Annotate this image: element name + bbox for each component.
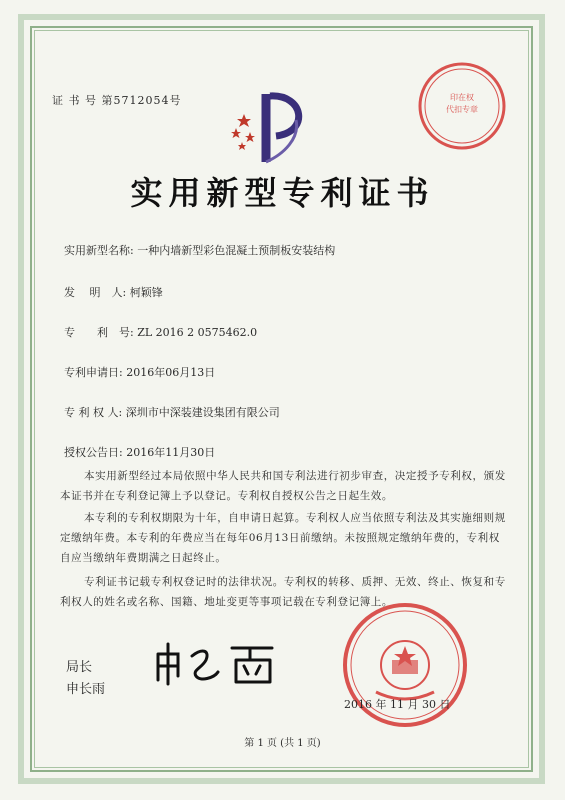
paragraph-grant: 本实用新型经过本局依照中华人民共和国专利法进行初步审查，决定授予专利权，颁发本证书并在专利登记簿上予以登记。专利权自授权公告之日起生效。: [60, 470, 506, 502]
field-value: 一种内墙新型彩色混凝土预制板安装结构: [137, 244, 336, 257]
field-patentee: [64, 404, 280, 420]
director-title: 局长: [66, 660, 93, 675]
field-value: 2016年06月13日: [126, 366, 216, 379]
svg-text:印在权: 印在权: [450, 93, 474, 102]
field-label: 专 利 号:: [64, 326, 134, 339]
field-application-date: [64, 364, 215, 380]
field-label: 授权公告日:: [64, 446, 123, 459]
paragraph-term: 本专利的专利权期限为十年，自申请日起算。专利权人应当依照专利法及其实施细则规定缴纳年费。本专利的年费应当在每年06月13日前缴纳。未按照规定缴纳年费的，专利权自应当缴纳年费期满之日起终止。: [60, 512, 506, 564]
svg-text:代扣专章: 代扣专章: [446, 105, 478, 114]
cnipa-logo-icon: [226, 84, 316, 174]
handwritten-signature-icon: [152, 636, 282, 688]
certificate-number: 证 书 号 第5712054号: [52, 94, 182, 107]
director-name: 申长雨: [66, 682, 106, 697]
field-label: 实用新型名称:: [64, 244, 134, 257]
field-value: 2016年11月30日: [126, 446, 216, 459]
field-label: 专 利 权 人:: [64, 406, 123, 419]
field-patent-number: [64, 324, 257, 340]
field-value: ZL 2016 2 0575462.0: [137, 326, 258, 339]
issue-date: 2016 年 11 月 30 日: [344, 698, 451, 711]
field-label: 发 明 人:: [64, 286, 127, 299]
field-value: 柯颖锋: [129, 286, 163, 299]
paragraph-legal-status: 专利证书记载专利权登记时的法律状况。专利权的转移、质押、无效、终止、恢复和专利权人的姓名或名称、国籍、地址变更等事项记载在专利登记簿上。: [60, 576, 506, 608]
page-title: 实用新型专利证书: [130, 174, 435, 212]
patent-office-seal-icon: [416, 60, 508, 152]
field-utility-model-name: [64, 242, 335, 258]
field-value: 深圳市中深装建设集团有限公司: [125, 406, 280, 419]
page-number: 第 1 页 (共 1 页): [244, 738, 321, 749]
field-grant-date: [64, 444, 215, 460]
field-label: 专利申请日:: [64, 366, 123, 379]
field-inventor: [64, 284, 163, 300]
